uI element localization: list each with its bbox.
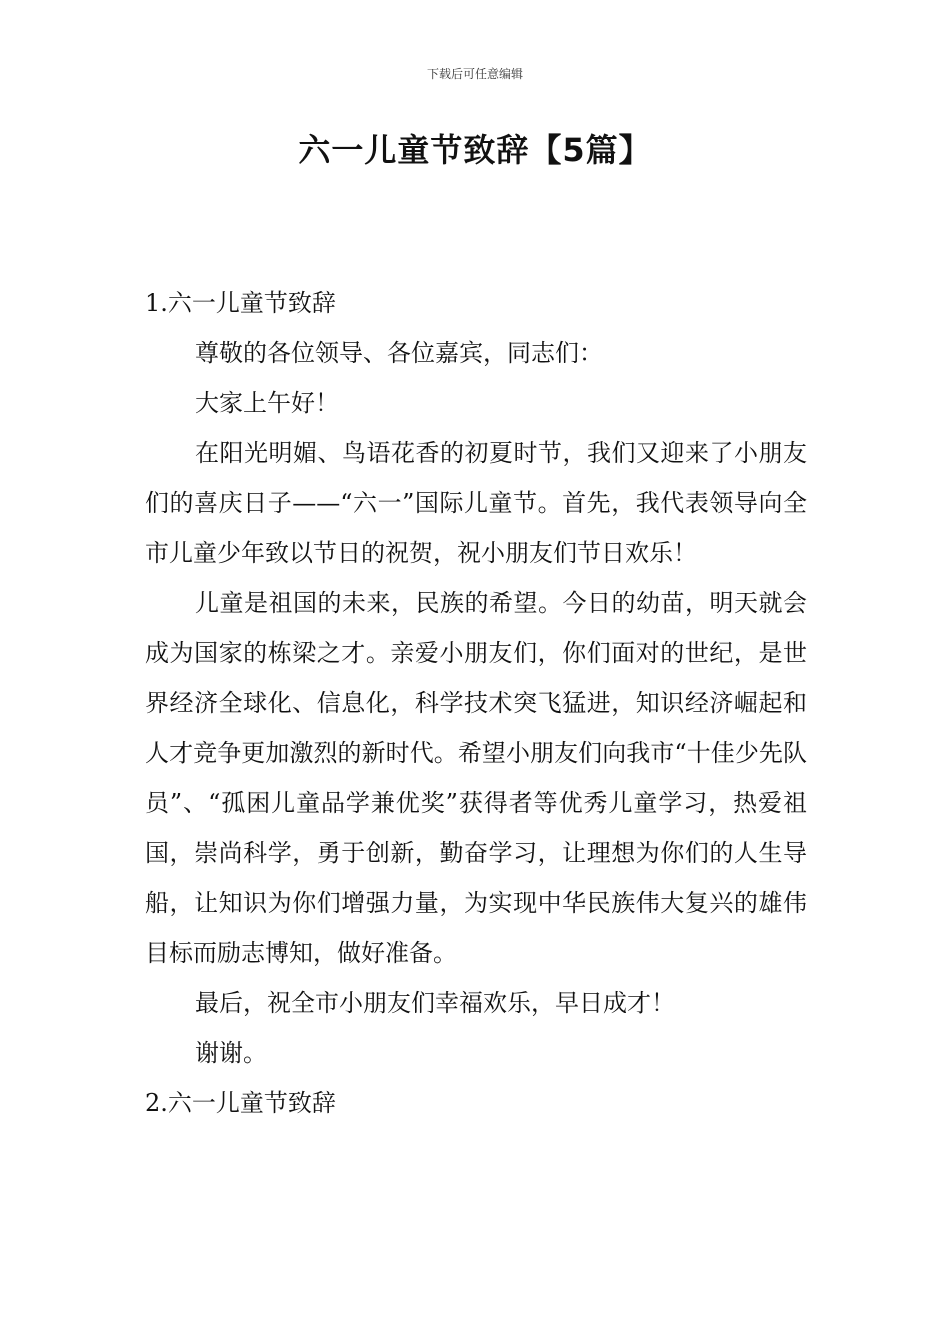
thanks-paragraph: 谢谢。 xyxy=(195,1039,267,1067)
closing-paragraph: 最后，祝全市小朋友们幸福欢乐，早日成才！ xyxy=(195,989,675,1017)
salutation-paragraph: 尊敬的各位领导、各位嘉宾，同志们： xyxy=(195,339,603,367)
section-heading-2: 2.六一儿童节致辞 xyxy=(145,1089,336,1117)
body-paragraph: 在阳光明媚、鸟语花香的初夏时节，我们又迎来了小朋友们的喜庆日子——“六一”国际儿童节。首先，我代表领导向全市儿童少年致以节日的祝贺，祝小朋友们节日欢乐！ xyxy=(145,439,807,567)
header-note: 下载后可任意编辑 xyxy=(426,67,523,81)
document-body xyxy=(145,278,807,1128)
document-title: 六一儿童节致辞【5篇】 xyxy=(298,131,652,169)
greeting-paragraph: 大家上午好！ xyxy=(195,389,339,417)
body-paragraph: 儿童是祖国的未来，民族的希望。今日的幼苗，明天就会成为国家的栋梁之才。亲爱小朋友们，你们面对的世纪，是世界经济全球化、信息化，科学技术突飞猛进，知识经济崛起和人才竞争更加激烈的新时代。希望小朋友们向我市“十佳少先队员”、“孤困儿童品学兼优奖”获得者等优秀儿童学习，热爱祖国，崇尚科学，勇于创新，勤奋学习，让理想为你们的人生导船，让知识为你们增强力量，为实现中华民族伟大复兴的雄伟目标而励志博知，做好准备。 xyxy=(145,589,807,967)
section-heading-1: 1.六一儿童节致辞 xyxy=(145,289,336,317)
